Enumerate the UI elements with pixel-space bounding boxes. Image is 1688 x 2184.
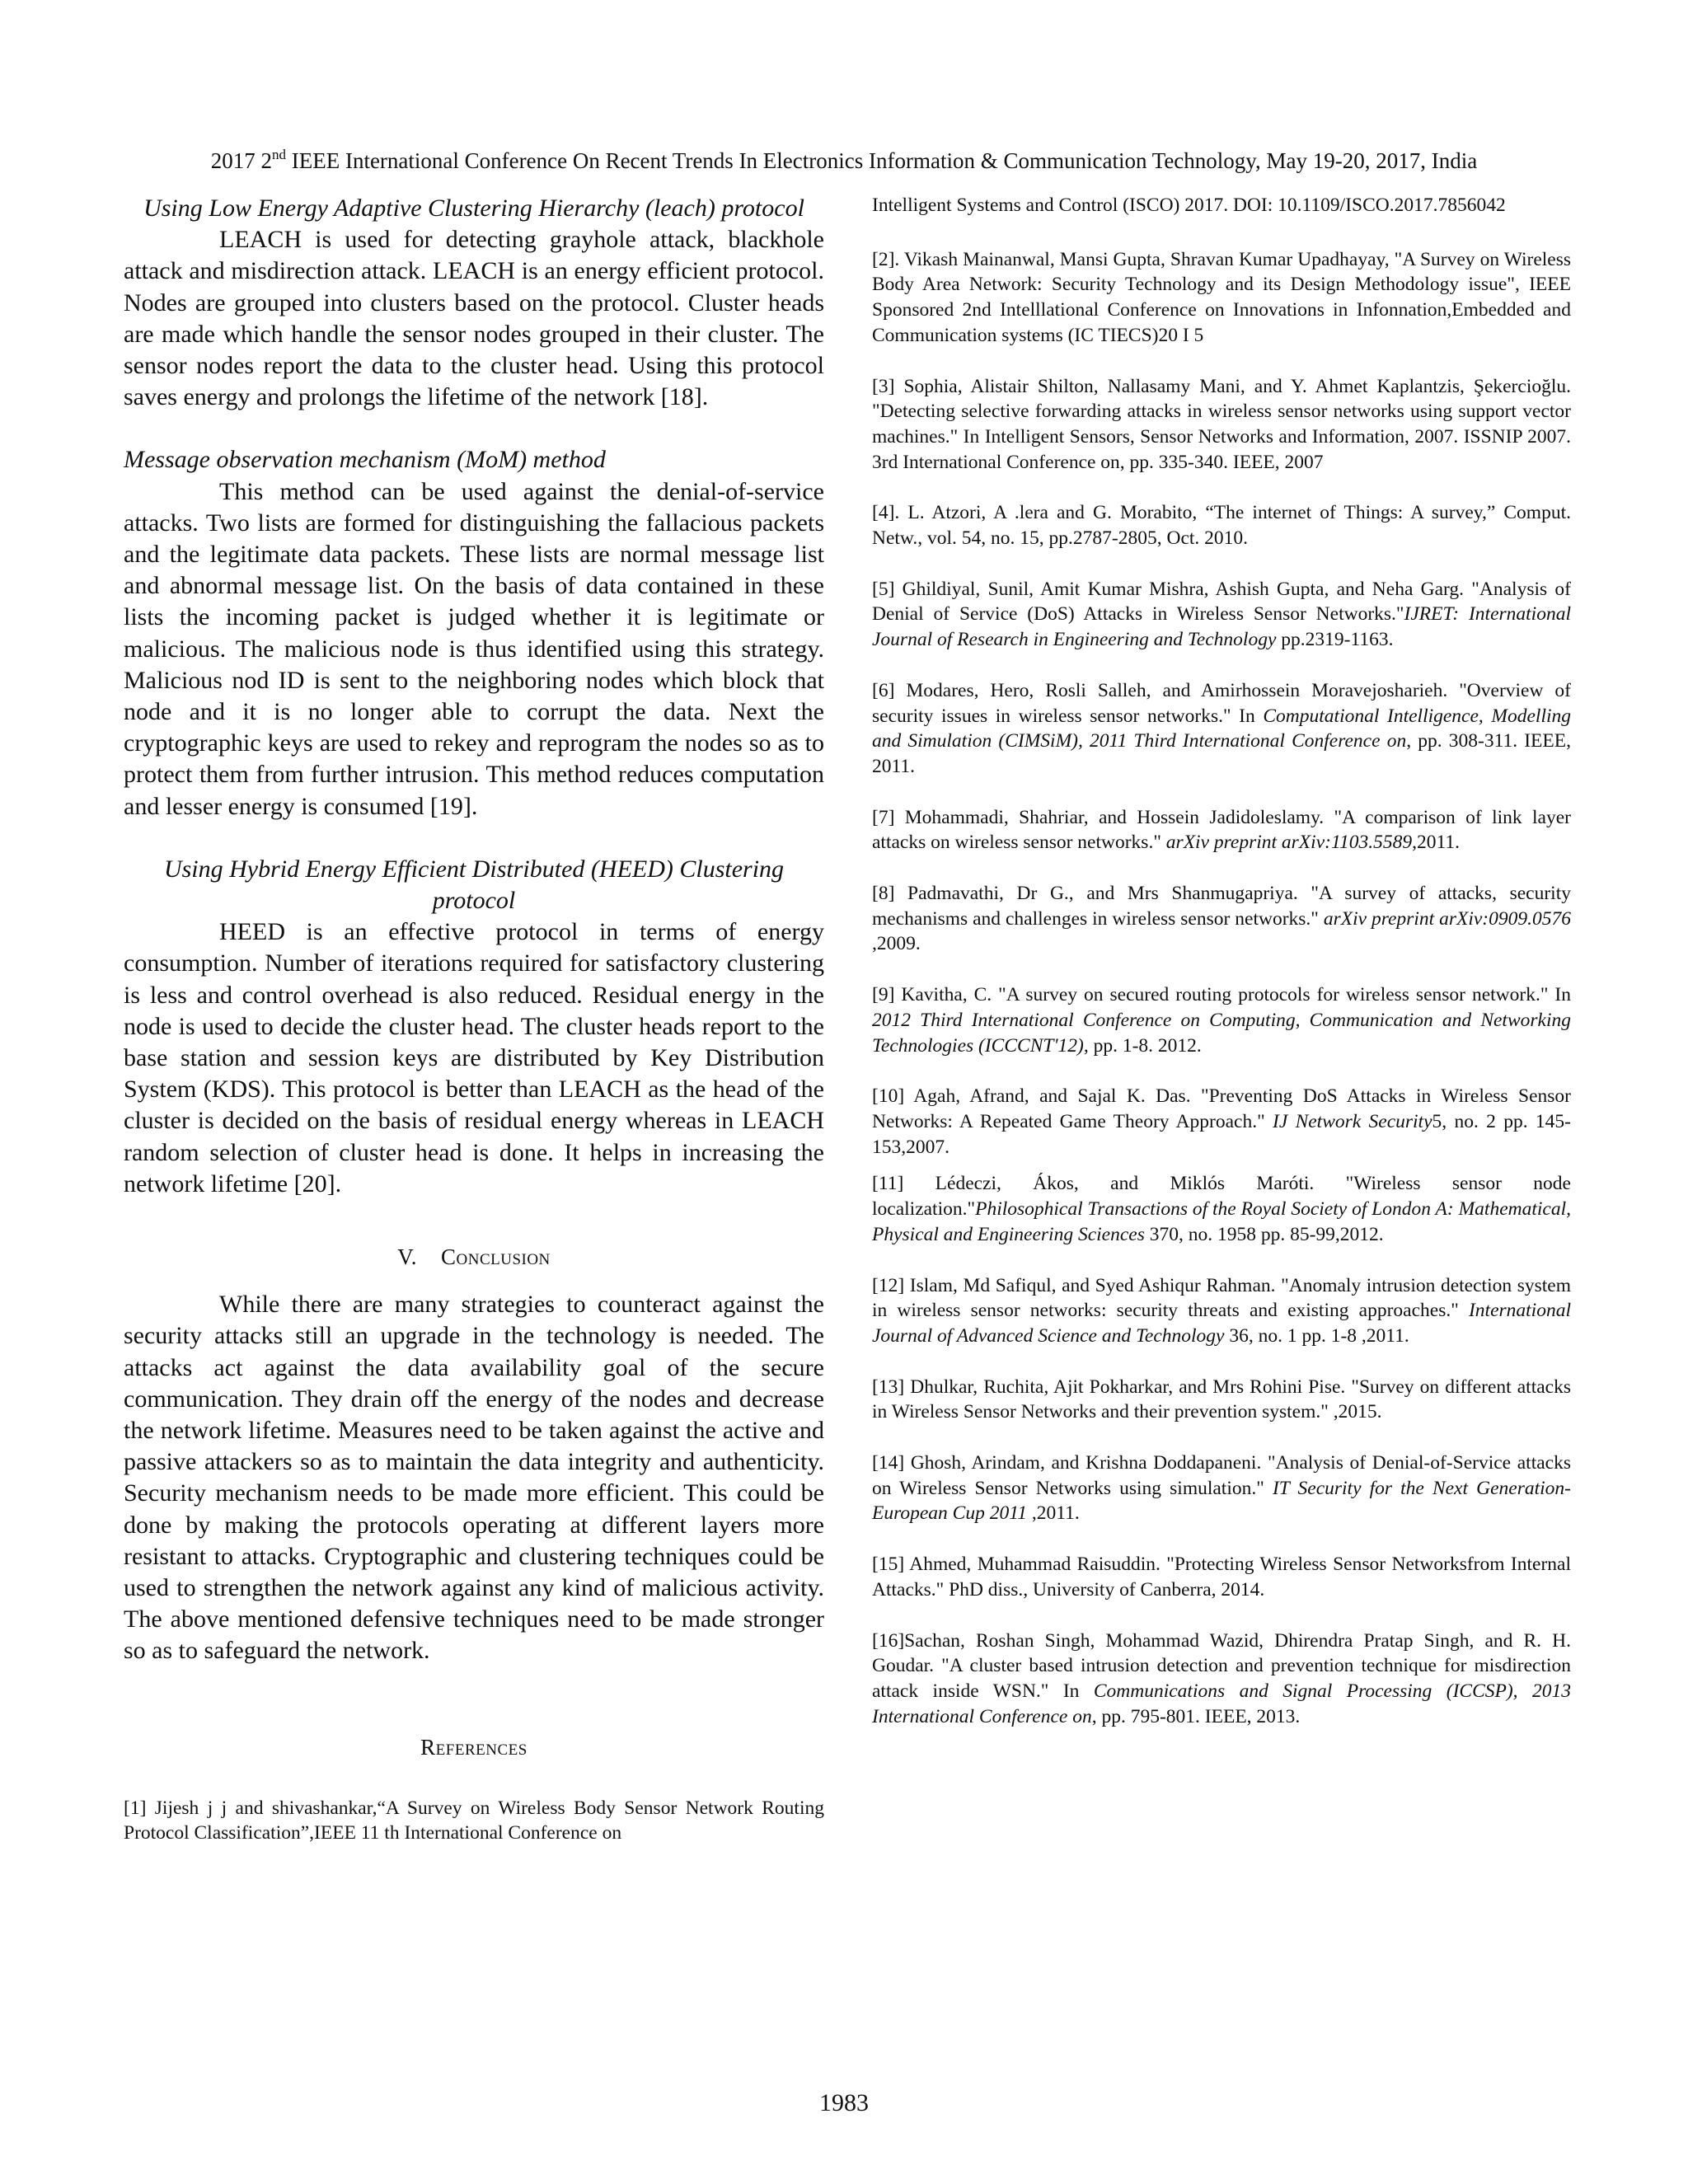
- references-heading: References: [420, 1734, 528, 1760]
- reference-12: [872, 1273, 1571, 1349]
- spacer: [872, 1425, 1571, 1451]
- leach-heading: Using Low Energy Adaptive Clustering Hierarchy (leach) protocol: [143, 194, 804, 222]
- reference-5-pages: pp.2319-1163.: [1276, 629, 1394, 651]
- reference-7-venue: arXiv preprint arXiv:1103.5589: [1165, 832, 1413, 854]
- reference-16-venue: Communications and Signal Processing (ICCSP), 2013 International Conference on: [872, 1680, 1571, 1727]
- spacer: [124, 1200, 824, 1243]
- reference-9-pages: , pp. 1-8. 2012.: [1083, 1034, 1202, 1057]
- reference-6-venue: Computational Intelligence, Modelling and Simulation (CIMSiM), 2011 Third International Conference on: [872, 705, 1571, 752]
- reference-10-pages: 5, no. 2 pp. 145-153,2007.: [872, 1110, 1572, 1158]
- spacer: [124, 413, 824, 444]
- spacer: [124, 1761, 824, 1796]
- reference-7-authors: [7] Mohammadi, Shahriar, and Hossein Jadidoleslamy. "A comparison of link layer attacks on wireless sensor networks.": [872, 806, 1571, 854]
- reference-11-authors: [11] Lédeczi, Ákos, and Miklós Maróti. "Wireless sensor node localization.": [872, 1173, 1571, 1221]
- left-column: [124, 193, 824, 1846]
- reference-14: [872, 1451, 1571, 1526]
- spacer: [872, 957, 1571, 982]
- spacer: [872, 1248, 1571, 1273]
- leach-paragraph: LEACH is used for detecting grayhole attack, blackhole attack and misdirection attack. LEACH is an energy efficient protocol. Nodes are grouped into clusters based on the protocol. Cluster heads are made which handle the sensor nodes grouped in their cluster. The sensor nodes report the data to the cluster head. Using this protocol saves energy and prolongs the lifetime of the network [18].: [124, 226, 824, 411]
- reference-4: [4]. L. Atzori, A .lera and G. Morabito, “The internet of Things: A survey,” Comput. Netw., vol. 54, no. 15, pp.2787-2805, Oct. 2010.: [872, 502, 1571, 550]
- reference-12-venue: International Journal of Advanced Science and Technology: [872, 1300, 1571, 1347]
- reference-9: [872, 982, 1571, 1058]
- reference-12-pages: 36, no. 1 pp. 1-8 ,2011.: [1224, 1324, 1409, 1347]
- spacer: [872, 1160, 1571, 1171]
- heed-paragraph: HEED is an effective protocol in terms of energy consumption. Number of iterations required for satisfactory clustering is less and control overhead is also reduced. Residual energy in the node is used to decide the cluster head. The cluster heads report to the base station and session keys are distributed by Key Distribution System (KDS). This protocol is better than LEACH as the head of the cluster is decided on the basis of residual energy whereas in LEACH random selection of cluster head is done. It helps in increasing the network lifetime [20].: [124, 918, 824, 1197]
- reference-5-venue: IJRET: International Journal of Research in Engineering and Technology: [872, 603, 1571, 651]
- right-column: [872, 193, 1571, 1729]
- conclusion-heading: V. Conclusion: [397, 1244, 551, 1270]
- reference-6-pages: , pp. 308-311. IEEE, 2011.: [872, 730, 1572, 777]
- reference-5-authors: [5] Ghildiyal, Sunil, Amit Kumar Mishra, Ashish Gupta, and Neha Garg. "Analysis of Denial of Service (DoS) Attacks in Wireless Sensor Networks.": [872, 578, 1571, 626]
- spacer: [872, 475, 1571, 500]
- reference-1-continued: Intelligent Systems and Control (ISCO) 2017. DOI: 10.1109/ISCO.2017.7856042: [872, 194, 1506, 216]
- reference-9-venue: 2012 Third International Conference on Computing, Communication and Networking Technologies (ICCCNT'12): [872, 1009, 1571, 1057]
- reference-6-authors: [6] Modares, Hero, Rosli Salleh, and Amirhossein Moravejosharieh. "Overview of security issues in wireless sensor networks." In: [872, 679, 1571, 727]
- running-header: [0, 147, 1688, 175]
- reference-14-pages: ,2011.: [1027, 1502, 1080, 1525]
- header-prefix: 2017 2: [210, 148, 272, 173]
- reference-10-authors: [10] Agah, Afrand, and Sajal K. Das. "Preventing DoS Attacks in Wireless Sensor Networks: A Repeated Game Theory Approach.": [872, 1085, 1571, 1132]
- reference-9-authors: [9] Kavitha, C. "A survey on secured routing protocols for wireless sensor network." In: [872, 984, 1571, 1006]
- reference-2: [2]. Vikash Mainanwal, Mansi Gupta, Shravan Kumar Upadhayay, "A Survey on Wireless Body Area Network: Security Technology and its Design Methodology issue", IEEE Sponsored 2nd Intelllational Conference on Innovations in Infonnation,Embedded and Communication systems (IC TIECS)20 I 5: [872, 248, 1571, 346]
- reference-8-venue: arXiv preprint arXiv:0909.0576: [1323, 907, 1571, 930]
- mom-paragraph: This method can be used against the denial-of-service attacks. Two lists are formed for distinguishing the fallacious packets and the legitimate data packets. These lists are normal message list and abnormal message list. On the basis of data contained in these lists the incoming packet is judged whether it is legitimate or malicious. The malicious node is thus identified using this strategy. Malicious nod ID is sent to the neighboring nodes which block that node and it is no longer able to corrupt the data. Next the cryptographic keys are used to rekey and reprogram the nodes so as to protect them from further intrusion. This method reduces computation and lesser energy is consumed [19].: [124, 477, 824, 820]
- reference-7-pages: ,2011.: [1412, 832, 1460, 854]
- spacer: [872, 1526, 1571, 1552]
- header-superscript: nd: [271, 147, 286, 162]
- mom-heading: Message observation mechanism (MoM) method: [124, 446, 606, 474]
- header-rest: IEEE International Conference On Recent Trends In Electronics Information & Communication Technology, May 19-20, 2017, India: [285, 148, 1478, 173]
- reference-6: [872, 678, 1571, 780]
- spacer: [872, 653, 1571, 678]
- reference-16-pages: , pp. 795-801. IEEE, 2013.: [1091, 1705, 1301, 1727]
- reference-13: [13] Dhulkar, Ruchita, Ajit Pokharkar, and Mrs Rohini Pise. "Survey on different attacks in Wireless Sensor Networks and their prevention system." ,2015.: [872, 1376, 1571, 1423]
- reference-14-authors: [14] Ghosh, Arindam, and Krishna Doddapaneni. "Analysis of Denial-of-Service attacks on Wireless Sensor Networks using simulation.": [872, 1452, 1571, 1499]
- reference-5: [872, 577, 1571, 653]
- spacer: [124, 823, 824, 854]
- reference-3: [3] Sophia, Alistair Shilton, Nallasamy Mani, and Y. Ahmet Kaplantzis, Şekercioğlu. "Detecting selective forwarding attacks in wireless sensor networks using support vector machines." In Intelligent Sensors, Sensor Networks and Information, 2007. ISSNIP 2007. 3rd International Conference on, pp. 335-340. IEEE, 2007: [872, 375, 1571, 473]
- reference-8: [872, 881, 1571, 957]
- reference-8-authors: [8] Padmavathi, Dr G., and Mrs Shanmugapriya. "A survey of attacks, security mechanisms and challenges in wireless sensor networks.": [872, 883, 1571, 930]
- heed-heading: Using Hybrid Energy Efficient Distributed (HEED) Clustering protocol: [163, 855, 785, 915]
- page-number: 1983: [819, 2089, 869, 2116]
- reference-1: [1] Jijesh j j and shivashankar,“A Survey on Wireless Body Sensor Network Routing Protocol Classification”,IEEE 11 th International Conference on: [124, 1797, 824, 1844]
- reference-8-pages: ,2009.: [872, 933, 921, 955]
- reference-16-authors: [16]Sachan, Roshan Singh, Mohammad Wazid, Dhirendra Pratap Singh, and R. H. Goudar. "A cluster based intrusion detection and prevention technique for misdirection attack inside WSN." In: [872, 1629, 1571, 1702]
- reference-11: [872, 1171, 1571, 1247]
- spacer: [872, 551, 1571, 577]
- spacer: [872, 218, 1571, 247]
- reference-14-venue: IT Security for the Next Generation-European Cup 2011: [872, 1477, 1571, 1525]
- spacer: [124, 1271, 824, 1289]
- spacer: [872, 780, 1571, 805]
- reference-15: [15] Ahmed, Muhammad Raisuddin. "Protecting Wireless Sensor Networksfrom Internal Attacks." PhD diss., University of Canberra, 2014.: [872, 1554, 1571, 1601]
- conclusion-paragraph: While there are many strategies to counteract against the security attacks still an upgrade in the technology is needed. The attacks act against the data availability goal of the secure communication. They drain off the energy of the nodes and decrease the network lifetime. Measures need to be taken against the active and passive attackers so as to maintain the data integrity and authenticity. Security mechanism needs to be made more efficient. This could be done by making the protocols operating at different layers more resistant to attacks. Cryptographic and clustering techniques could be used to strengthen the network against any kind of malicious activity. The above mentioned defensive techniques need to be made stronger so as to safeguard the network.: [124, 1291, 824, 1665]
- spacer: [124, 1667, 824, 1733]
- spacer: [872, 349, 1571, 374]
- spacer: [872, 1603, 1571, 1629]
- reference-11-venue: Philosophical Transactions of the Royal Society of London A: Mathematical, Physical and Engineering Sciences: [872, 1198, 1571, 1245]
- spacer: [872, 855, 1571, 881]
- reference-10: [872, 1084, 1571, 1160]
- spacer: [872, 1058, 1571, 1084]
- reference-7: [872, 805, 1571, 855]
- spacer: [872, 1349, 1571, 1375]
- reference-12-authors: [12] Islam, Md Safiqul, and Syed Ashiqur Rahman. "Anomaly intrusion detection system in wireless sensor networks: security threats and existing approaches.": [872, 1274, 1571, 1322]
- reference-10-venue: IJ Network Security: [1273, 1110, 1432, 1132]
- reference-11-pages: 370, no. 1958 pp. 85-99,2012.: [1144, 1223, 1384, 1245]
- reference-16: [872, 1629, 1571, 1730]
